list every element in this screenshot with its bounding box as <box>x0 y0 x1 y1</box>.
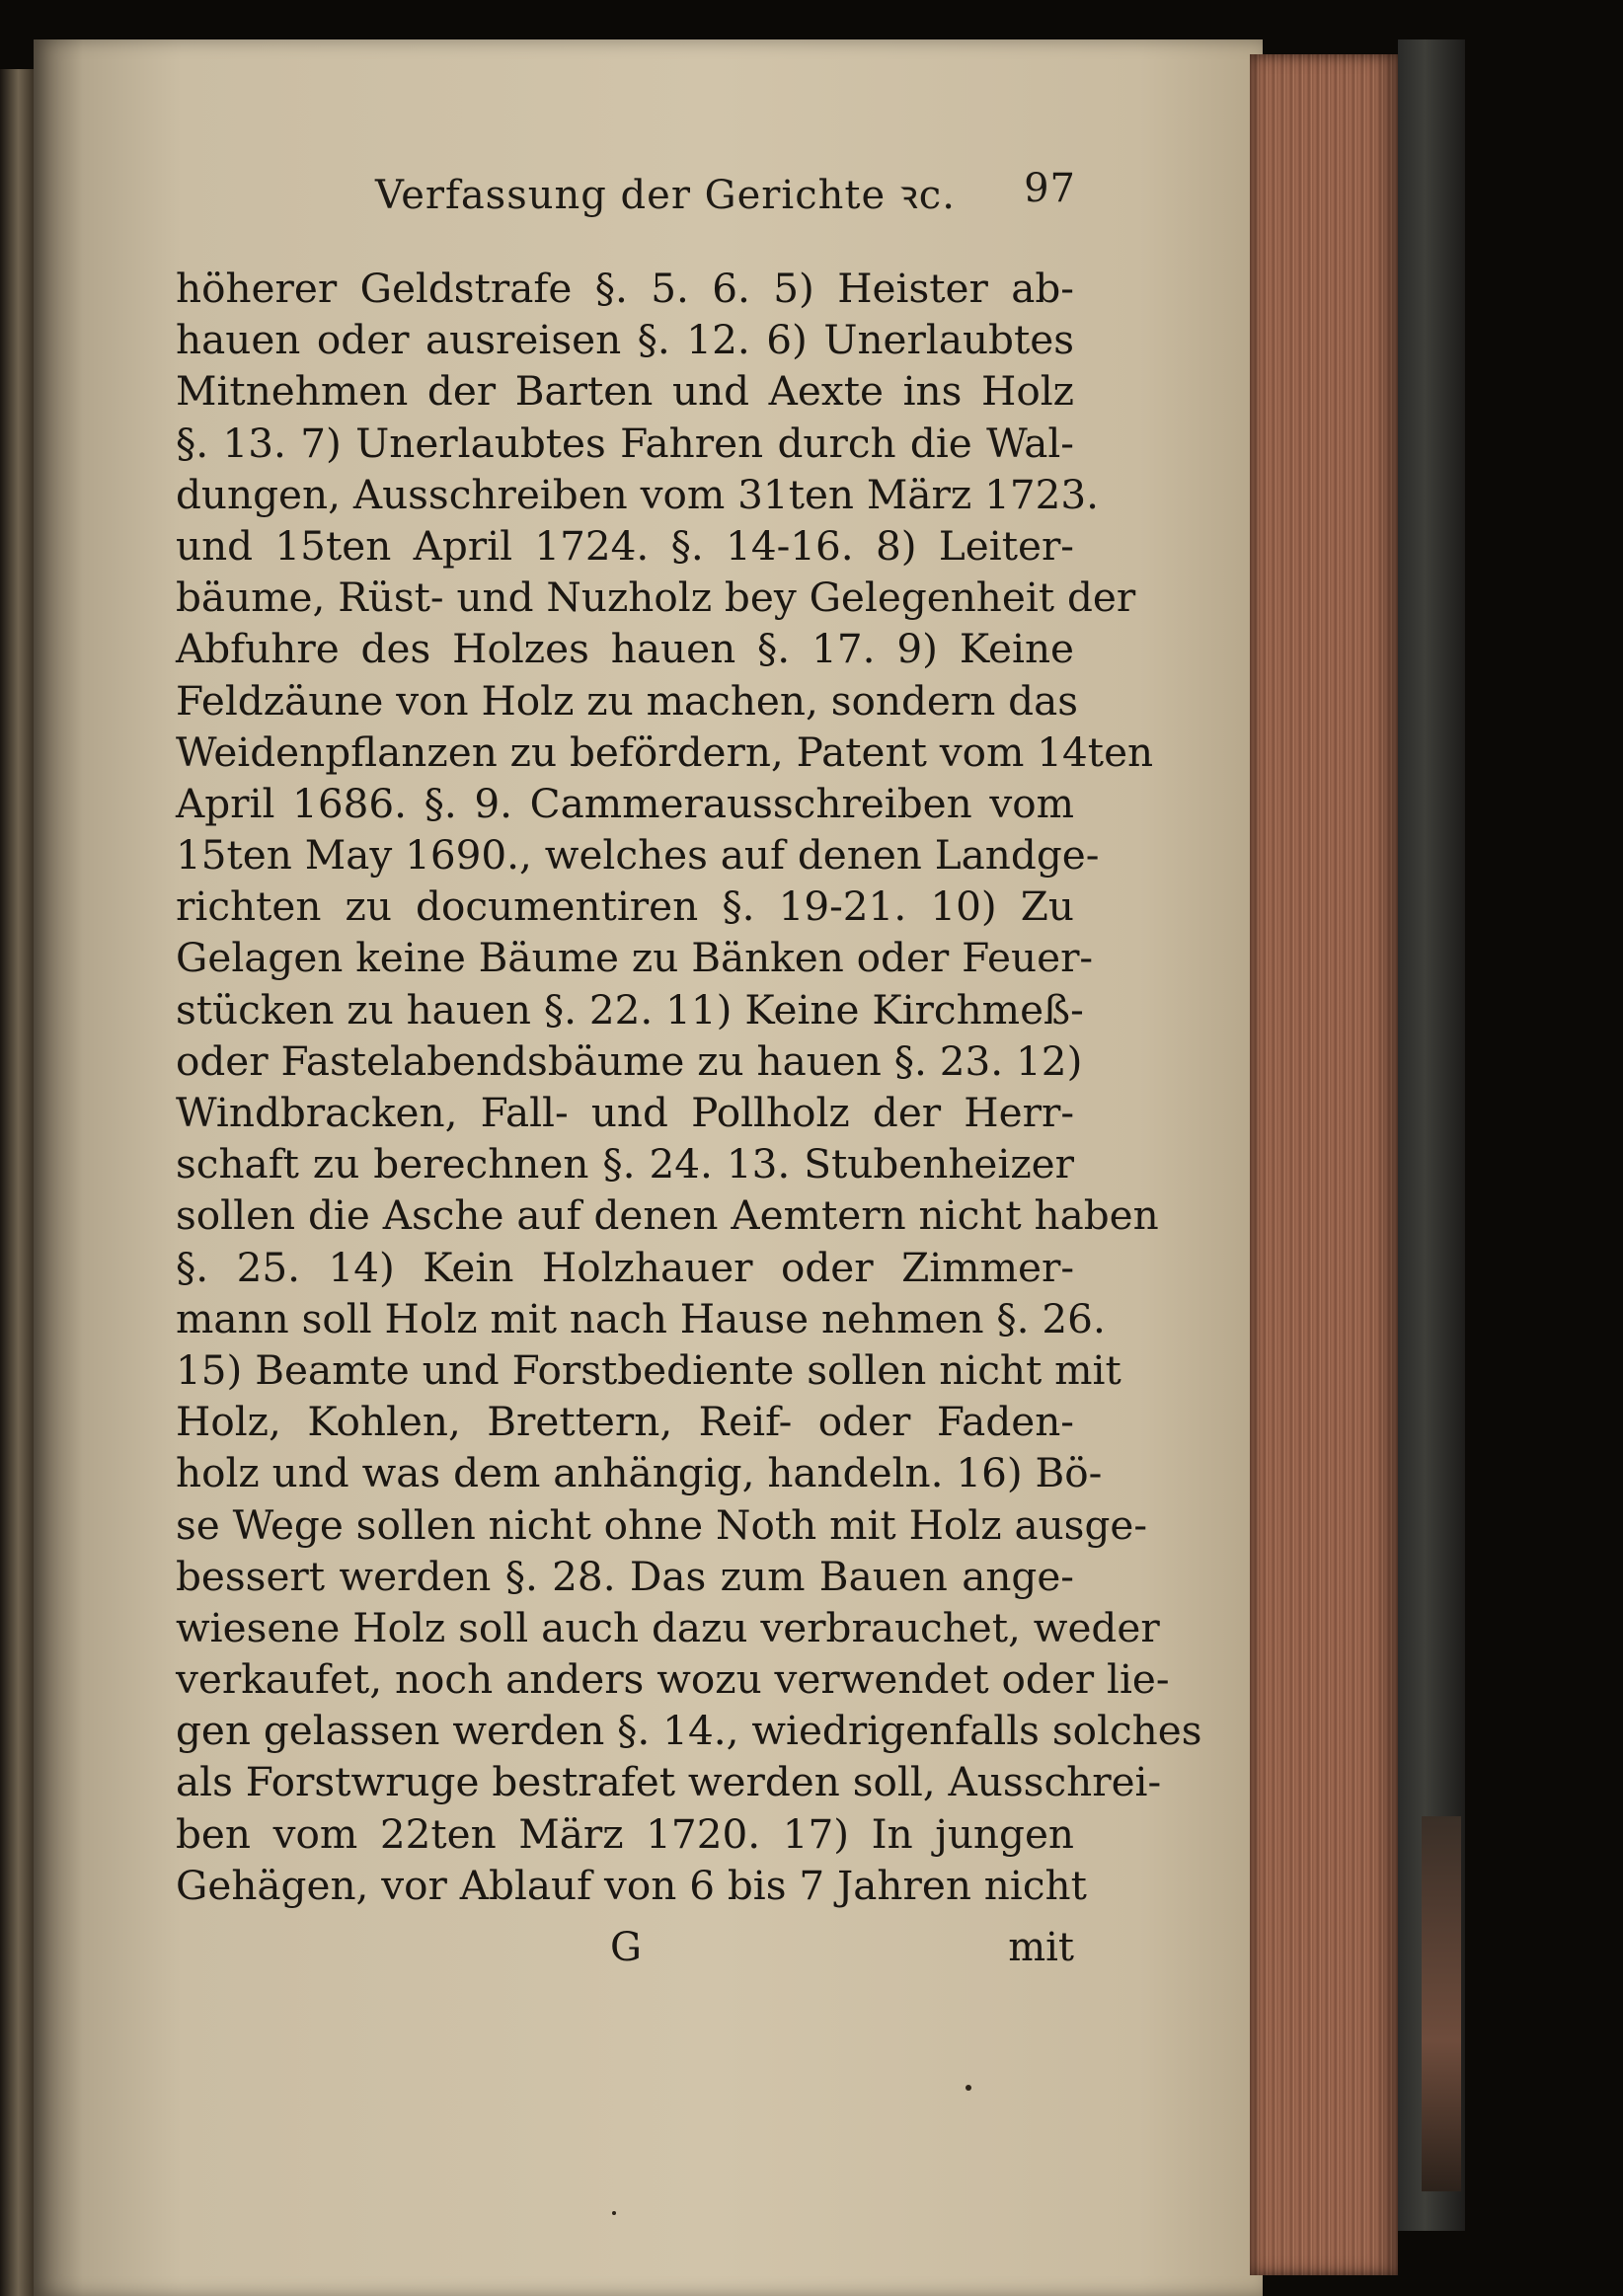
text-line: schaft zu berechnen §. 24. 13. Stubenheizer <box>176 1140 1074 1188</box>
text-line: §. 25. 14) Kein Holzhauer oder Zimmer- <box>176 1243 1074 1291</box>
text-line: Holz, Kohlen, Brettern, Reif- oder Faden- <box>176 1398 1074 1446</box>
facing-page-edge <box>0 69 34 2296</box>
text-line: §. 13. 7) Unerlaubtes Fahren durch die Wal- <box>176 419 1074 467</box>
text-line: dungen, Ausschreiben vom 31ten März 1723. <box>176 470 1100 518</box>
page-number: 97 <box>1024 166 1076 211</box>
text-line: und 15ten April 1724. §. 14-16. 8) Leiter- <box>176 521 1074 570</box>
text-line: Weidenpflanzen zu befördern, Patent vom 14ten <box>176 727 1154 776</box>
text-line: Abfuhre des Holzes hauen §. 17. 9) Keine <box>176 625 1074 673</box>
text-line: holz und was dem anhängig, handeln. 16) Bö- <box>176 1449 1103 1497</box>
text-line: wiesene Holz soll auch dazu verbrauchet, weder <box>176 1603 1160 1651</box>
text-line: oder Fastelabendsbäume zu hauen §. 23. 12) <box>176 1036 1083 1085</box>
text-line: bessert werden §. 28. Das zum Bauen ange- <box>176 1552 1074 1600</box>
text-line: hauen oder ausreisen §. 12. 6) Unerlaubtes <box>176 316 1074 364</box>
ink-speck <box>612 2211 616 2215</box>
signature-mark: G <box>610 1925 642 1970</box>
text-line: als Forstwruge bestrafet werden soll, Ausschrei- <box>176 1758 1162 1806</box>
text-line: höherer Geldstrafe §. 5. 6. 5) Heister ab- <box>176 265 1074 312</box>
running-title: Verfassung der Gerichte ꝛc. <box>375 173 956 218</box>
text-line: Gelagen keine Bäume zu Bänken oder Feuer- <box>176 934 1094 982</box>
text-line: mann soll Holz mit nach Hause nehmen §. 26. <box>176 1294 1106 1342</box>
text-line: bäume, Rüst- und Nuzholz bey Gelegenheit der <box>176 574 1136 622</box>
body-text <box>176 263 1202 1911</box>
page-footer <box>176 1925 1074 1984</box>
catchword: mit <box>1008 1925 1074 1970</box>
text-line: stücken zu hauen §. 22. 11) Keine Kirchmeß- <box>176 985 1084 1033</box>
text-line: Feldzäune von Holz zu machen, sondern das <box>176 676 1079 725</box>
page-block-edge <box>1250 54 1398 2275</box>
text-line: Mitnehmen der Barten und Aexte ins Holz <box>176 367 1074 416</box>
text-line: Windbracken, Fall- und Pollholz der Herr- <box>176 1089 1074 1136</box>
text-line: sollen die Asche auf denen Aemtern nicht haben <box>176 1191 1159 1240</box>
ink-speck <box>966 2085 971 2091</box>
worn-binding <box>1422 1816 1461 2191</box>
text-line: gen gelassen werden §. 14., wiedrigenfalls solches <box>176 1707 1202 1755</box>
text-line: 15ten May 1690., welches auf denen Landge- <box>176 831 1100 880</box>
text-line: verkaufet, noch anders wozu verwendet oder lie- <box>176 1655 1170 1704</box>
text-line: se Wege sollen nicht ohne Noth mit Holz ausge- <box>176 1500 1148 1549</box>
running-header <box>375 166 1076 235</box>
text-line: Gehägen, vor Ablauf von 6 bis 7 Jahren nicht <box>176 1861 1087 1909</box>
text-line: ben vom 22ten März 1720. 17) In jungen <box>176 1809 1074 1858</box>
text-line: 15) Beamte und Forstbediente sollen nicht mit <box>176 1345 1121 1394</box>
text-line: April 1686. §. 9. Cammerausschreiben vom <box>176 779 1074 827</box>
text-line: richten zu documentiren §. 19-21. 10) Zu <box>176 882 1074 931</box>
